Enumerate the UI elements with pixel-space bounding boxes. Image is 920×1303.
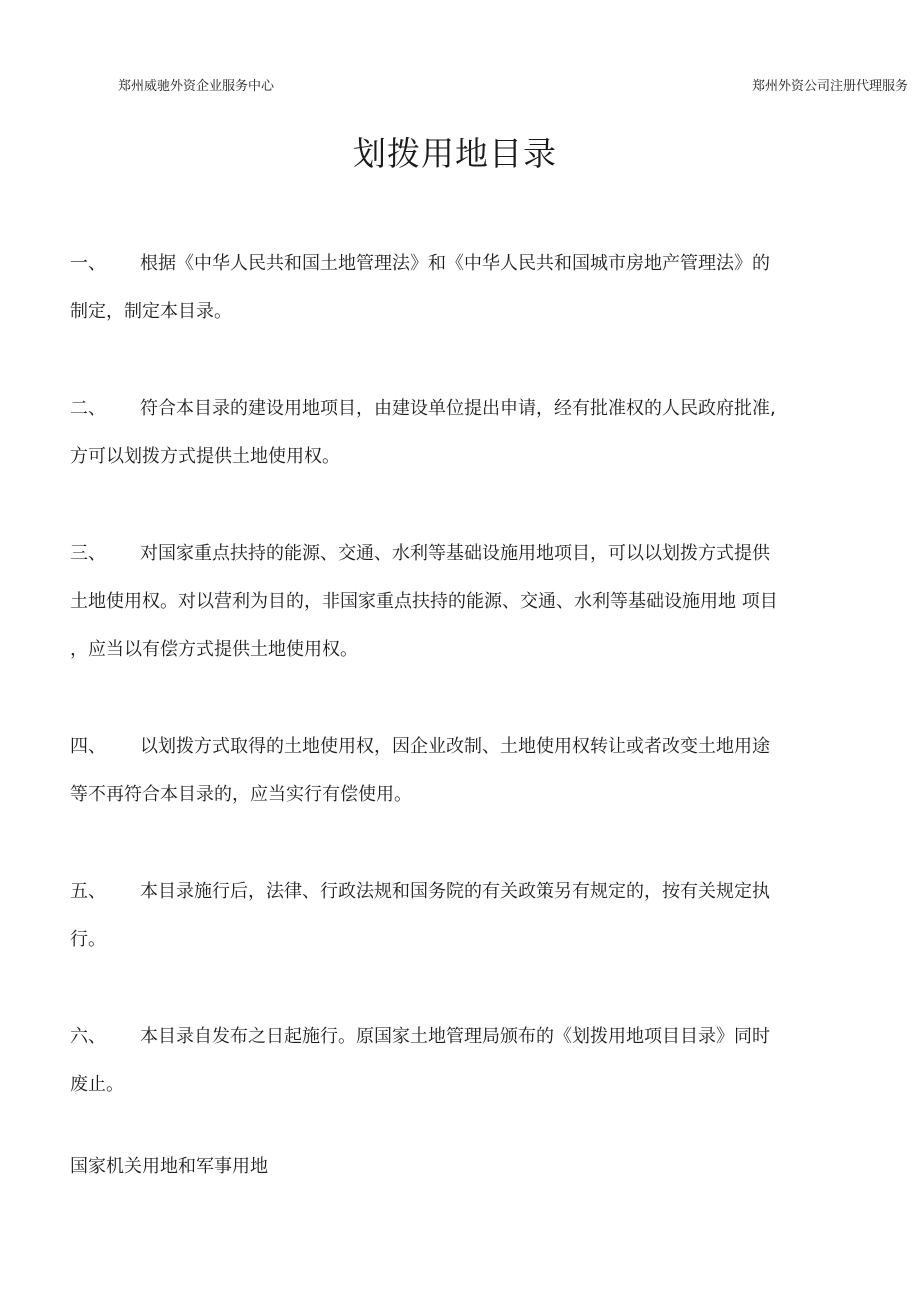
- article-line: [70, 735, 840, 783]
- header-left-text: 郑州威驰外资企业服务中心: [118, 79, 275, 94]
- article-line: [70, 880, 840, 928]
- article-number: 四、: [70, 736, 106, 757]
- article-line: [70, 1025, 840, 1073]
- article-line: [70, 397, 840, 445]
- article-text: 本目录施行后，法律、行政法规和国务院的有关政策另有规定的，按有关规定执: [140, 881, 770, 902]
- header-right-text: 郑州外资公司注册代理服务: [752, 79, 909, 94]
- article-line: [70, 590, 840, 638]
- article-line: [70, 445, 840, 493]
- article-line: [70, 300, 840, 348]
- article-text: 行。: [70, 929, 106, 950]
- article-line: [70, 928, 840, 976]
- article-text: 土地使用权。对以营利为目的，非国家重点扶持的能源、交通、水利等基础设施用地 项目: [70, 591, 778, 612]
- article-number: 三、: [70, 543, 106, 564]
- article-number: 一、: [70, 253, 106, 274]
- article-line: [70, 542, 840, 590]
- article-line: [70, 638, 840, 686]
- article-text: 等不再符合本目录的，应当实行有偿使用。: [70, 784, 412, 805]
- article-text: 根据《中华人民共和国土地管理法》和《中华人民共和国城市房地产管理法》的: [140, 253, 770, 274]
- article-line: [70, 1073, 840, 1121]
- article-2: [70, 397, 840, 493]
- article-text: 本目录自发布之日起施行。原国家土地管理局颁布的《划拨用地项目目录》同时: [140, 1026, 770, 1047]
- article-text: 以划拨方式取得的土地使用权，因企业改制、土地使用权转让或者改变土地用途: [140, 736, 770, 757]
- article-number: 二、: [70, 398, 106, 419]
- article-text: 符合本目录的建设用地项目，由建设单位提出申请，经有批准权的人民政府批准,: [140, 398, 776, 419]
- article-4: [70, 735, 840, 831]
- article-1: [70, 252, 840, 348]
- article-number: 六、: [70, 1026, 106, 1047]
- article-text: 废止。: [70, 1074, 124, 1095]
- article-5: [70, 880, 840, 976]
- section-heading: 国家机关用地和军事用地: [70, 1156, 268, 1177]
- article-line: [70, 252, 840, 300]
- article-6: [70, 1025, 840, 1121]
- article-number: 五、: [70, 881, 106, 902]
- article-line: [70, 783, 840, 831]
- article-text: 方可以划拨方式提供土地使用权。: [70, 446, 340, 467]
- article-3: [70, 542, 840, 686]
- article-text: 对国家重点扶持的能源、交通、水利等基础设施用地项目，可以以划拨方式提供: [140, 543, 770, 564]
- article-text: ，应当以有偿方式提供土地使用权。: [70, 639, 358, 660]
- article-text: 制定，制定本目录。: [70, 301, 232, 322]
- page-title: 划拨用地目录: [353, 134, 557, 173]
